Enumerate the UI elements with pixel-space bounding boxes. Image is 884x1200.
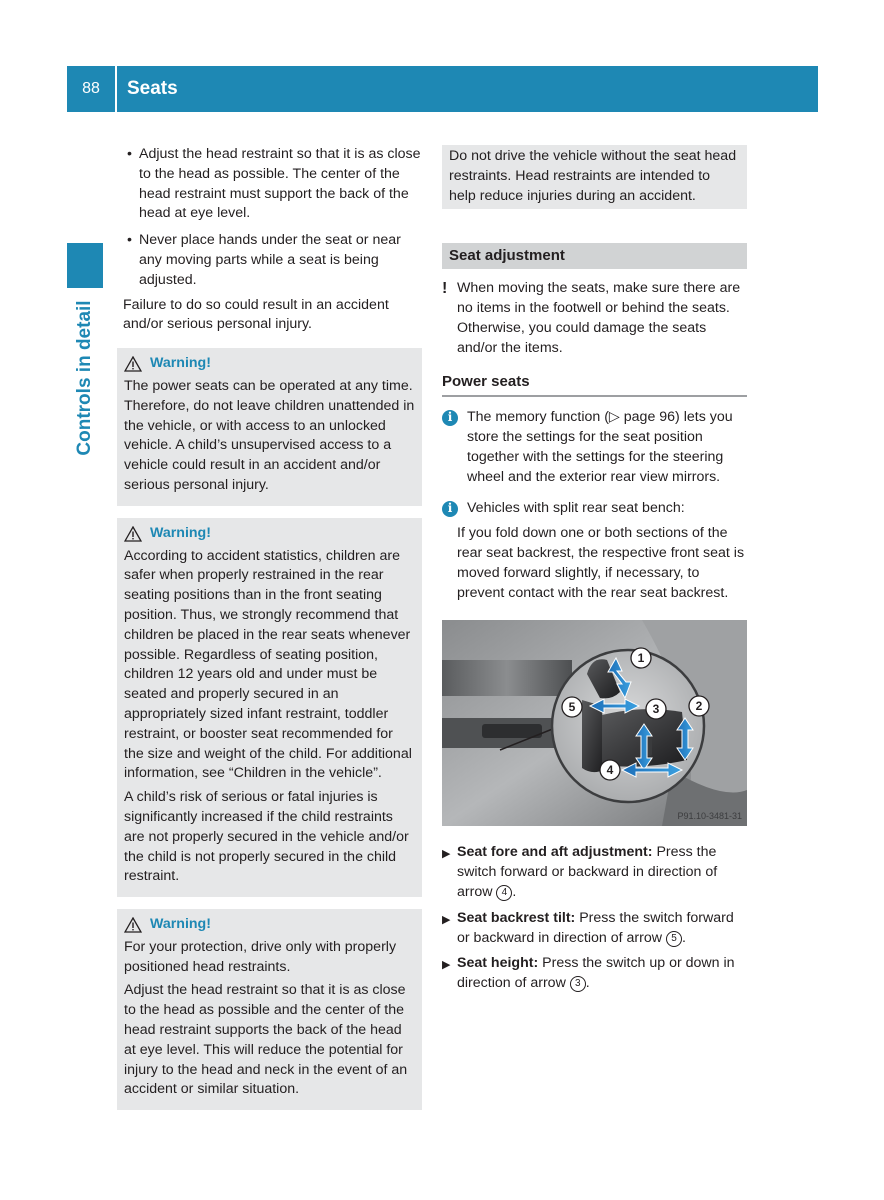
step-item: ▶ Seat height: Press the switch up or down in direction of arrow 3 . xyxy=(442,954,747,994)
warning-text: The power seats can be operated at any time. Therefore, do not leave children unattended in the vehicle, or with access to an unlocked vehicle. A child’s unsupervised access to a vehicle could result in an accident and/or serious personal injury. xyxy=(124,377,415,493)
warning-text: According to accident statistics, children are safer when properly restrained in the rear seating positions than in the front seating position. Thus, we strongly recommend that children be placed in the rear seats whenever possible. Regardless of seating position, children 12 years old and under must be seated and properly secured in an appropriately sized infant restraint, toddler restraint, or booster seat recommended for the size and weight of the child. For additional information, see “Children in the vehicle”. xyxy=(124,547,412,782)
callout-label: 5 xyxy=(568,700,576,715)
note-box xyxy=(442,145,747,209)
warning-icon xyxy=(124,356,142,372)
callout-label: 2 xyxy=(695,699,703,714)
warning-text: A child’s risk of serious or fatal injuries is significantly increased if the child restraints are not properly secured in the vehicle and/or the child is not properly secured in the child restraint. xyxy=(124,789,409,885)
play-arrow-icon: ▶ xyxy=(442,959,451,972)
seat-switch-image xyxy=(442,620,747,826)
warning-box xyxy=(117,348,422,506)
image-code: P91.10-3481-31 xyxy=(677,811,742,822)
side-tab xyxy=(67,288,103,468)
info-icon: i xyxy=(442,501,458,517)
callout-label: 4 xyxy=(606,763,614,778)
left-column xyxy=(117,145,422,1110)
arrow-ref: 5 xyxy=(666,931,682,947)
warning-icon xyxy=(124,526,142,542)
info-icon: i xyxy=(442,410,458,426)
arrow-ref: 4 xyxy=(496,885,512,901)
side-tab-marker xyxy=(67,243,103,288)
callout-label: 1 xyxy=(637,651,645,666)
warning-box xyxy=(117,909,422,1110)
caution-note: ! When moving the seats, make sure there are no items in the footwell or behind the seats. Otherwise, you could damage the seats and/or the items. xyxy=(442,279,747,358)
play-arrow-icon: ▶ xyxy=(442,913,451,926)
side-tab-label: Controls in detail xyxy=(74,300,95,456)
warning-title: Warning! xyxy=(124,354,416,374)
step-item: ▶ Seat fore and aft adjustment: Press the switch forward or backward in direction of arrow 4 . xyxy=(442,843,747,902)
steps-list xyxy=(442,843,747,994)
play-arrow-icon: ▶ xyxy=(442,848,451,861)
callout-label: 3 xyxy=(652,702,660,717)
info-text: If you fold down one or both sections of the rear seat backrest, the respective front seat is moved forward slightly, if necessary, to prevent contact with the rear seat backrest. xyxy=(457,525,745,601)
section-heading: Seat adjustment xyxy=(442,243,747,269)
warning-title: Warning! xyxy=(124,915,416,935)
page-title: Seats xyxy=(117,66,818,112)
warning-text: Adjust the head restraint so that it is as close to the head as possible and the center of the head restraint supports the back of the head at eye level. This will reduce the potential for injury to the head and neck in the event of an accident or similar situation. xyxy=(124,982,408,1098)
right-column xyxy=(442,145,747,994)
info-note: i The memory function (▷ page 96) lets you store the settings for the seat position together with the settings for the steering wheel and the exterior rear view mirrors. xyxy=(442,408,747,487)
step-item: ▶ Seat backrest tilt: Press the switch forward or backward in direction of arrow 5 . xyxy=(442,909,747,949)
bullet-item: • Never place hands under the seat or near any moving parts while a seat is being adjusted. xyxy=(127,232,401,288)
warning-title: Warning! xyxy=(124,524,416,544)
bullet-item: • Adjust the head restraint so that it is as close to the head as possible. The center of the head restraint must support the back of the head at eye level. xyxy=(127,146,421,222)
warning-icon xyxy=(124,917,142,933)
warning-text: For your protection, drive only with properly positioned head restraints. xyxy=(124,938,397,975)
note-text: Do not drive the vehicle without the seat head restraints. Head restraints are intended to help reduce injuries during an accident. xyxy=(449,148,737,204)
page-number: 88 xyxy=(67,66,115,112)
warning-box xyxy=(117,518,422,897)
seat-switch-illustration xyxy=(442,620,747,826)
subheading: Power seats xyxy=(442,372,747,397)
exclamation-icon: ! xyxy=(442,280,448,298)
info-note: i Vehicles with split rear seat bench: xyxy=(442,499,747,519)
failure-text: Failure to do so could result in an accident and/or serious personal injury. xyxy=(123,296,389,333)
arrow-ref: 3 xyxy=(570,976,586,992)
